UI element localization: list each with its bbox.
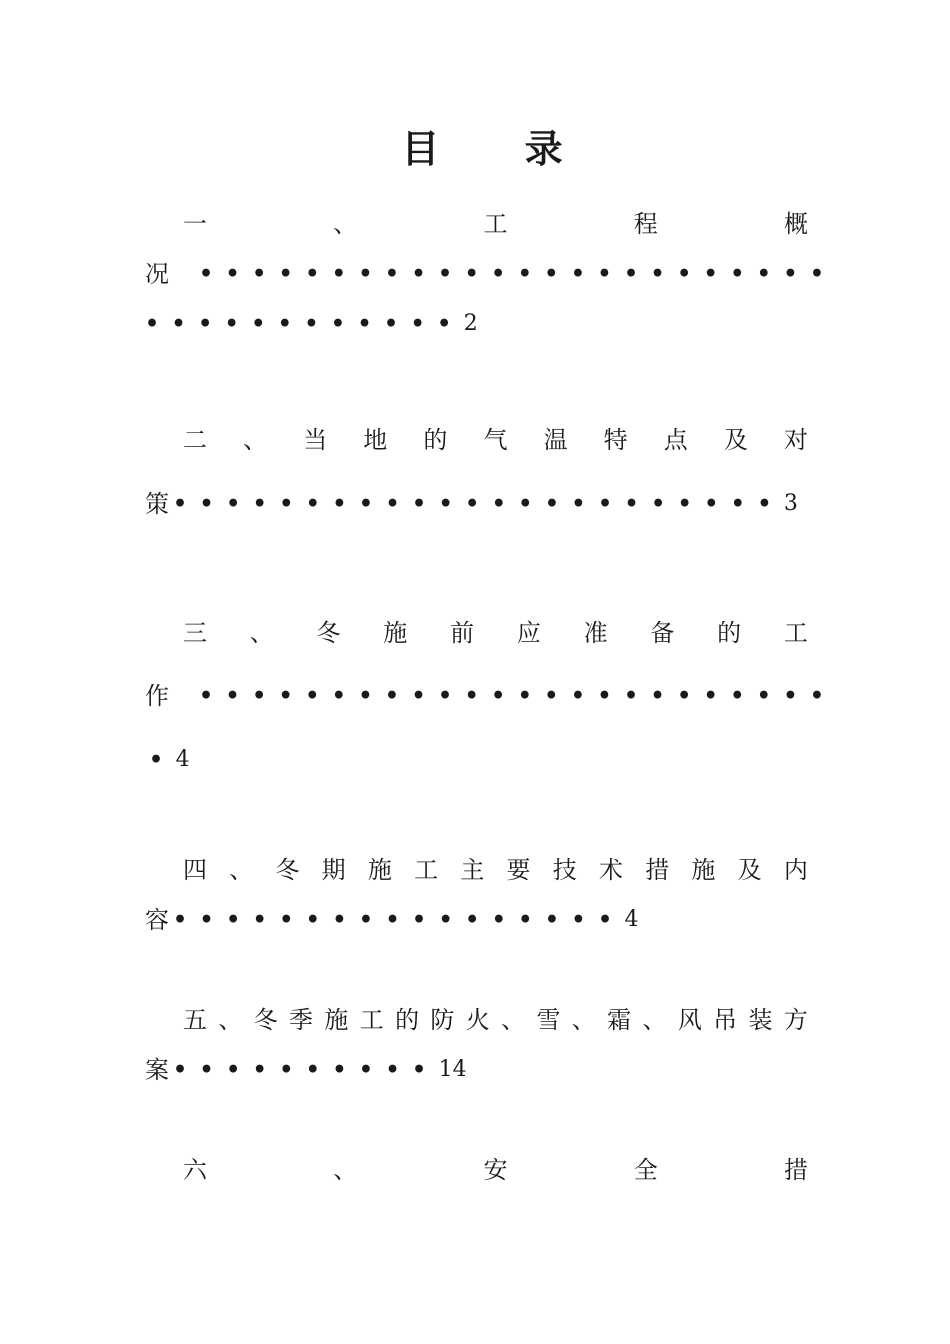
toc-entry-2-page-line bbox=[145, 484, 798, 524]
heading-char: 案 bbox=[145, 1056, 169, 1084]
toc-entry-1-leader-line bbox=[145, 254, 836, 294]
heading-char: 工 bbox=[783, 619, 808, 647]
heading-char: 防 bbox=[430, 1006, 455, 1034]
heading-char: 季 bbox=[289, 1006, 314, 1034]
heading-char: 风 bbox=[677, 1006, 702, 1034]
heading-char: 况 bbox=[145, 260, 169, 288]
heading-char: 、 bbox=[571, 1006, 596, 1034]
heading-char: 、 bbox=[501, 1006, 526, 1034]
heading-char: 程 bbox=[633, 210, 658, 238]
heading-char: 当 bbox=[303, 426, 328, 454]
heading-char: 、 bbox=[218, 1006, 243, 1034]
heading-char: 、 bbox=[333, 210, 358, 238]
heading-char: 工 bbox=[483, 210, 508, 238]
heading-char: 内 bbox=[783, 856, 808, 884]
heading-char: 对 bbox=[783, 426, 808, 454]
dot-leader: • bbox=[149, 747, 176, 773]
heading-char: 期 bbox=[321, 856, 346, 884]
heading-char: 术 bbox=[598, 856, 623, 884]
heading-char: 方 bbox=[783, 1006, 808, 1034]
heading-char: 四 bbox=[183, 856, 207, 884]
heading-char: 的 bbox=[395, 1006, 420, 1034]
heading-char: 的 bbox=[717, 619, 742, 647]
heading-char: 二 bbox=[183, 426, 207, 454]
heading-char: 、 bbox=[642, 1006, 667, 1034]
heading-char: 霜 bbox=[607, 1006, 632, 1034]
heading-char: 冬 bbox=[275, 856, 300, 884]
toc-entry-4-heading bbox=[183, 850, 808, 890]
heading-char: 作 bbox=[145, 682, 169, 710]
heading-char: 工 bbox=[359, 1006, 384, 1034]
heading-char: 一 bbox=[183, 210, 207, 238]
heading-char: 技 bbox=[552, 856, 577, 884]
dot-leader: •••••••••• bbox=[173, 1057, 439, 1083]
page-number: 14 bbox=[438, 1057, 467, 1082]
page-number: 3 bbox=[783, 491, 798, 516]
toc-entry-5-heading bbox=[183, 1000, 808, 1040]
heading-char: 要 bbox=[506, 856, 531, 884]
heading-char: 三 bbox=[183, 619, 207, 647]
heading-char: 措 bbox=[784, 1156, 808, 1184]
heading-char: 应 bbox=[516, 619, 541, 647]
dot-leader: •••••••••••••••••••••••• bbox=[199, 261, 837, 287]
heading-char: 及 bbox=[723, 426, 748, 454]
dot-leader: ••••••••••••••••••••••• bbox=[173, 491, 784, 517]
heading-char: 施 bbox=[324, 1006, 349, 1034]
heading-char: 点 bbox=[663, 426, 688, 454]
heading-char: 及 bbox=[737, 856, 762, 884]
dot-leader: •••••••••••• bbox=[145, 311, 464, 337]
heading-char: 施 bbox=[367, 856, 392, 884]
toc-entry-1-heading bbox=[183, 204, 808, 244]
heading-char: 、 bbox=[229, 856, 254, 884]
heading-char: 五 bbox=[183, 1006, 207, 1034]
heading-char: 策 bbox=[145, 490, 169, 518]
heading-char: 备 bbox=[650, 619, 675, 647]
toc-entry-3-heading bbox=[183, 613, 808, 653]
heading-char: 的 bbox=[423, 426, 448, 454]
heading-char: 措 bbox=[645, 856, 670, 884]
page-title: 目 录 bbox=[401, 126, 599, 171]
heading-char: 施 bbox=[691, 856, 716, 884]
heading-char: 、 bbox=[333, 1156, 358, 1184]
heading-char: 主 bbox=[460, 856, 485, 884]
heading-char: 容 bbox=[145, 906, 169, 934]
page-number: 2 bbox=[463, 311, 478, 336]
toc-entry-5-page-line bbox=[145, 1050, 467, 1090]
page-number: 4 bbox=[624, 907, 639, 932]
heading-char: 工 bbox=[414, 856, 439, 884]
page-number: 4 bbox=[175, 747, 190, 772]
dot-leader: ••••••••••••••••• bbox=[173, 907, 625, 933]
heading-char: 前 bbox=[450, 619, 475, 647]
heading-char: 冬 bbox=[316, 619, 341, 647]
heading-char: 施 bbox=[383, 619, 408, 647]
heading-char: 全 bbox=[633, 1156, 658, 1184]
heading-char: 吊 bbox=[713, 1006, 738, 1034]
heading-char: 气 bbox=[483, 426, 508, 454]
toc-entry-6-heading bbox=[183, 1150, 808, 1190]
heading-char: 概 bbox=[784, 210, 808, 238]
heading-char: 六 bbox=[183, 1156, 207, 1184]
toc-entry-3-leader-line bbox=[145, 676, 836, 716]
heading-char: 温 bbox=[543, 426, 568, 454]
toc-entry-1-page-line bbox=[145, 304, 478, 344]
heading-char: 准 bbox=[583, 619, 608, 647]
heading-char: 火 bbox=[465, 1006, 490, 1034]
toc-entry-3-page-line bbox=[145, 740, 190, 780]
heading-char: 冬 bbox=[253, 1006, 278, 1034]
toc-entry-2-heading bbox=[183, 420, 808, 460]
heading-char: 、 bbox=[249, 619, 274, 647]
heading-char: 特 bbox=[603, 426, 628, 454]
heading-char: 地 bbox=[363, 426, 388, 454]
heading-char: 安 bbox=[483, 1156, 508, 1184]
heading-char: 雪 bbox=[536, 1006, 561, 1034]
heading-char: 装 bbox=[748, 1006, 773, 1034]
toc-entry-4-page-line bbox=[145, 900, 639, 940]
heading-char: 、 bbox=[243, 426, 268, 454]
dot-leader: •••••••••••••••••••••••• bbox=[199, 683, 837, 709]
